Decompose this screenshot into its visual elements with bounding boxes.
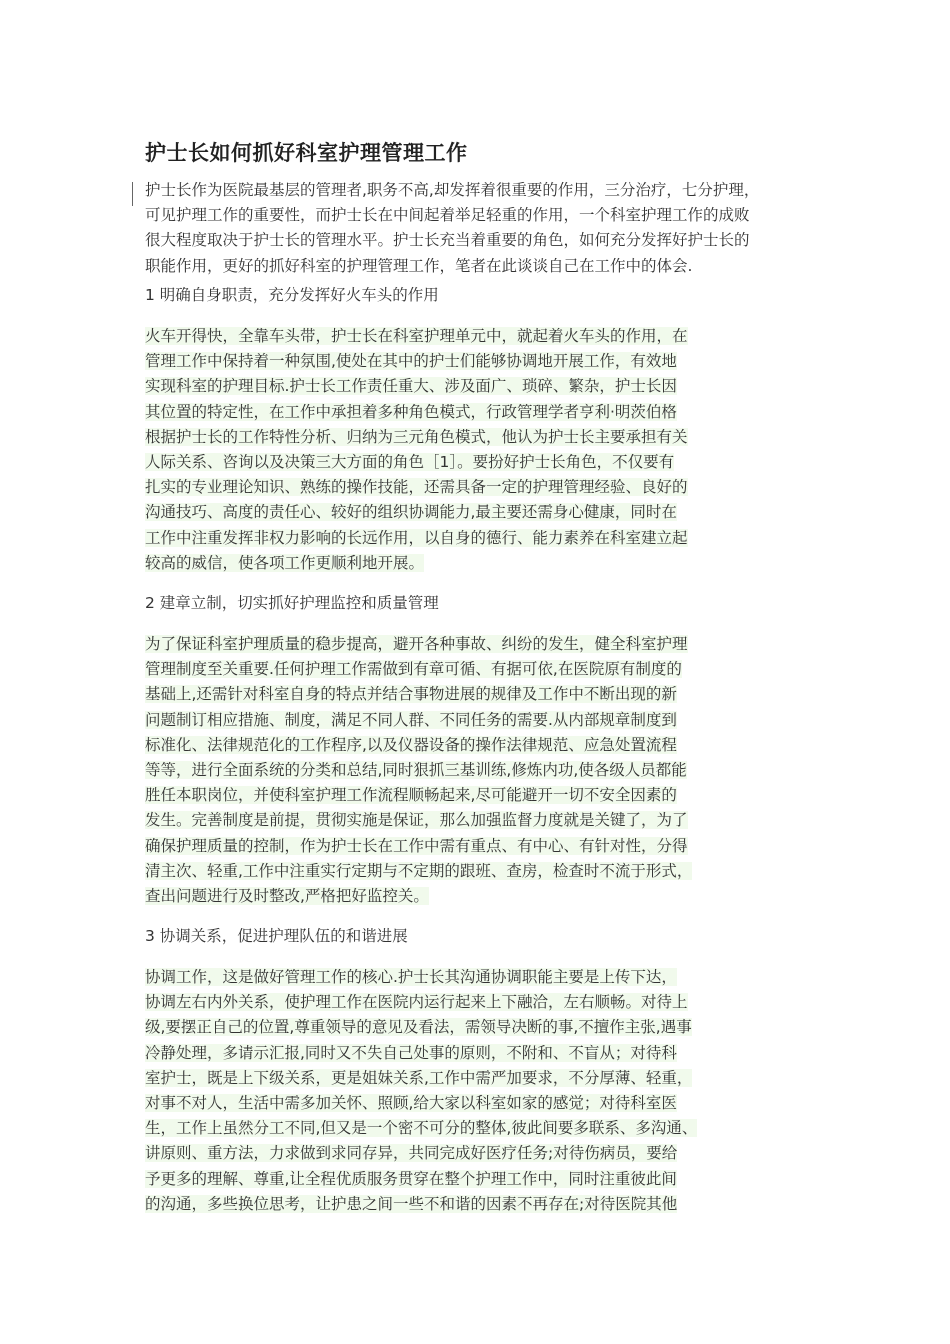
section-1-line: 其位置的特定性，在工作中承担着多种角色模式，行政管理学者亨利·明茨伯格 [145,402,677,421]
section-3-line: 讲原则、重方法，力求做到求同存异，共同完成好医疗任务;对待伤病员，要给 [145,1144,678,1163]
section-2-line: 发生。完善制度是前提，贯彻实施是保证，那么加强监督力度就是关键了，为了 [145,811,688,830]
section-3-line: 级,要摆正自己的位置,尊重领导的意见及看法，需领导决断的事,不擅作主张,遇事 [145,1018,692,1037]
section-1-line: 较高的威信，使各项工作更顺利地开展。 [145,553,425,572]
section-1-line: 根据护士长的工作特性分析、归纳为三元角色模式，他认为护士长主要承担有关 [145,427,688,446]
text-cursor-marker [132,182,133,206]
section-2-line: 等等，进行全面系统的分类和总结,同时狠抓三基训练,修炼内功,使各级人员都能 [145,760,687,779]
section-1-line: 沟通技巧、高度的责任心、较好的组织协调能力,最主要还需身心健康，同时在 [145,503,677,522]
intro-line: 职能作用，更好的抓好科室的护理管理工作，笔者在此谈谈自己在工作中的体会. [145,256,693,275]
document-title: 护士长如何抓好科室护理管理工作 [145,141,468,165]
section-1-line: 工作中注重发挥非权力影响的长远作用，以自身的德行、能力素养在科室建立起 [145,528,688,547]
section-3-line: 室护士，既是上下级关系，更是姐妹关系,工作中需严加要求，不分厚薄、轻重， [145,1068,693,1087]
section-2-line: 问题制订相应措施、制度，满足不同人群、不同任务的需要.从内部规章制度到 [145,710,677,729]
section-1-line: 管理工作中保持着一种氛围,使处在其中的护士们能够协调地开展工作，有效地 [145,352,677,371]
section-3-line: 协调左右内外关系，使护理工作在医院内运行起来上下融洽，左右顺畅。对待上 [145,993,688,1012]
section-3-line: 的沟通，多些换位思考，让护患之间一些不和谐的因素不再存在;对待医院其他 [145,1194,678,1213]
section-2-line: 确保护理质量的控制，作为护士长在工作中需有重点、有中心、有针对性，分得 [145,836,688,855]
section-2-line: 胜任本职岗位，并使科室护理工作流程顺畅起来,尽可能避开一切不安全因素的 [145,786,677,805]
section-1-line: 人际关系、咨询以及决策三大方面的角色［1］。要扮好护士长角色，不仅要有 [145,452,675,471]
section-2-line: 管理制度至关重要.任何护理工作需做到有章可循、有据可依,在医院原有制度的 [145,660,682,679]
intro-line: 可见护理工作的重要性，而护士长在中间起着举足轻重的作用，一个科室护理工作的成败 [145,206,750,225]
intro-line: 很大程度取决于护士长的管理水平。护士长充当着重要的角色，如何充分发挥好护士长的 [145,231,750,250]
section-2-heading: 2 建章立制，切实抓好护理监控和质量管理 [145,594,439,612]
section-3-line: 对事不对人，生活中需多加关怀、照顾,给大家以科室如家的感觉；对待科室医 [145,1093,677,1112]
section-1-line: 实现科室的护理目标.护士长工作责任重大、涉及面广、琐碎、繁杂，护士长因 [145,377,677,396]
section-3-body [145,965,697,1217]
section-3-line: 冷静处理，多请示汇报,同时又不失自己处事的原则，不附和、不盲从；对待科 [145,1043,677,1062]
section-2-line: 标准化、法律规范化的工作程序,以及仪器设备的操作法律规范、应急处置流程 [145,735,677,754]
intro-paragraph [145,178,759,279]
section-2-line: 基础上,还需针对科室自身的特点并结合事物进展的规律及工作中不断出现的新 [145,685,677,704]
section-2-line: 为了保证科室护理质量的稳步提高，避开各种事故、纠纷的发生，健全科室护理 [145,635,688,653]
section-2-body [145,632,692,909]
section-2-line: 清主次、轻重,工作中注重实行定期与不定期的跟班、查房，检查时不流于形式， [145,861,693,880]
intro-line: 护士长作为医院最基层的管理者,职务不高,却发挥着很重要的作用，三分治疗，七分护理， [145,181,760,199]
section-1-body [145,324,688,576]
section-1-heading: 1 明确自身职责，充分发挥好火车头的作用 [145,286,439,304]
section-1-line: 扎实的专业理论知识、熟练的操作技能，还需具备一定的护理管理经验、良好的 [145,478,688,497]
section-3-line: 生，工作上虽然分工不同,但又是一个密不可分的整体,彼此间要多联系、多沟通、 [145,1119,698,1138]
section-3-heading: 3 协调关系，促进护理队伍的和谐进展 [145,927,408,945]
section-3-line: 协调工作，这是做好管理工作的核心.护士长其沟通协调职能主要是上传下达， [145,968,677,986]
section-1-line: 火车开得快，全靠车头带，护士长在科室护理单元中，就起着火车头的作用，在 [145,327,688,345]
section-3-line: 予更多的理解、尊重,让全程优质服务贯穿在整个护理工作中，同时注重彼此间 [145,1169,677,1188]
section-2-line: 查出问题进行及时整改,严格把好监控关。 [145,886,429,905]
